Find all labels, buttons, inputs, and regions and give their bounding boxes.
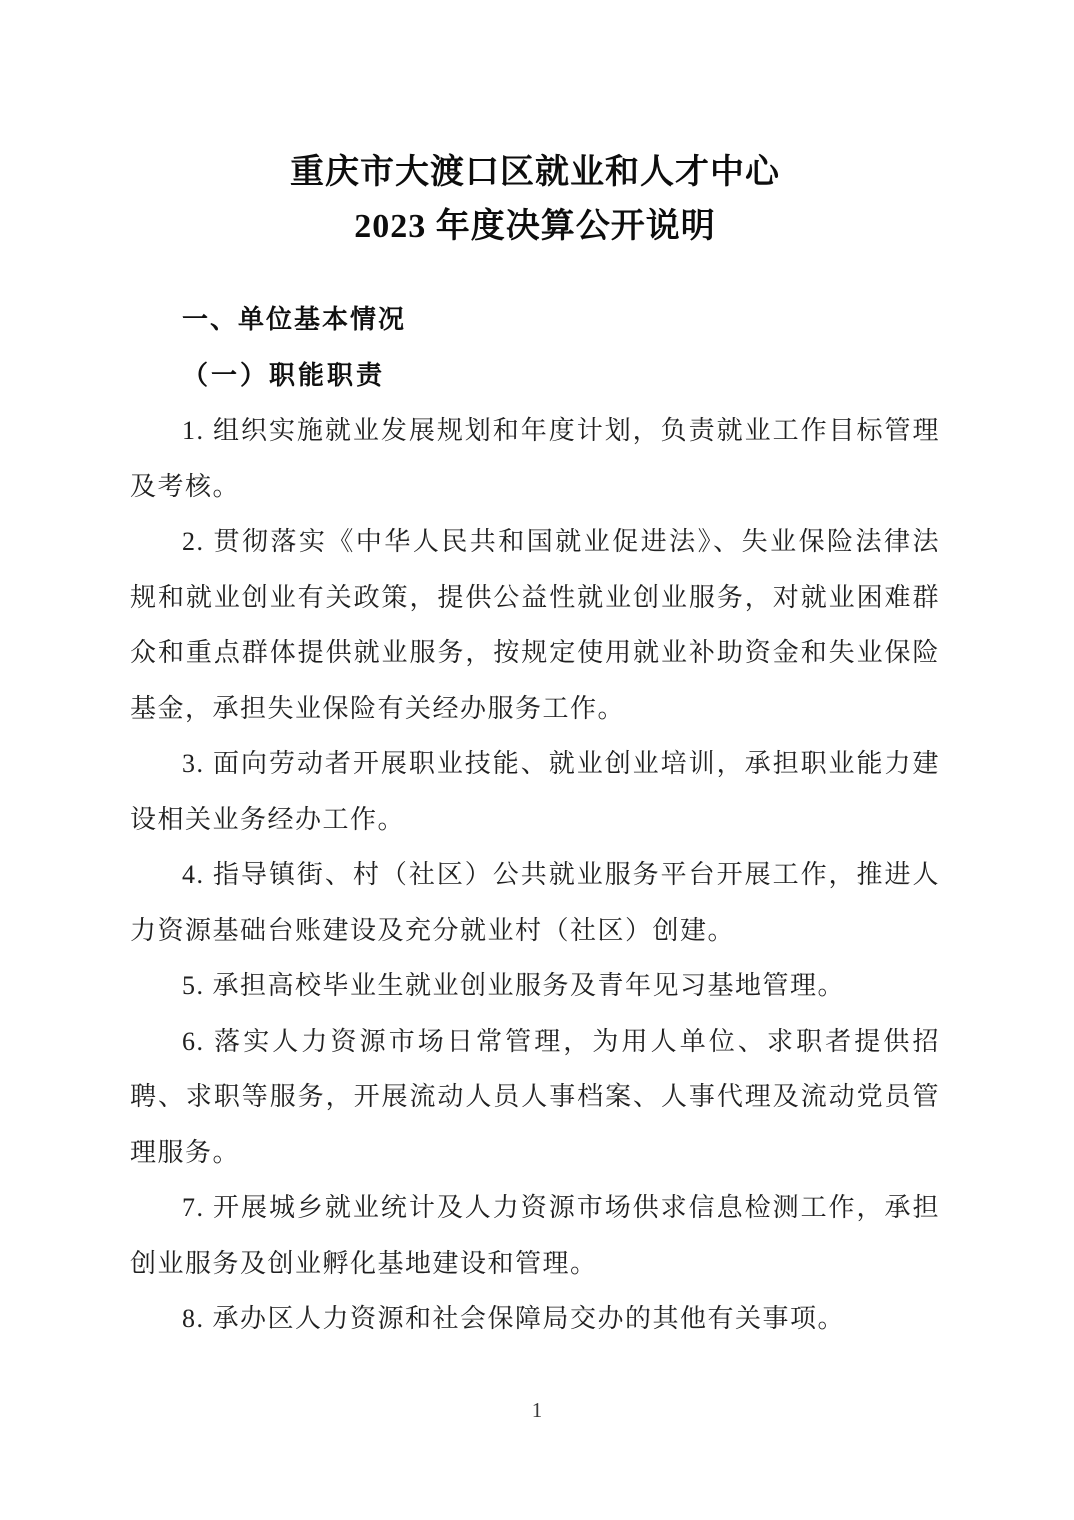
section-heading: 一、单位基本情况	[182, 304, 407, 334]
paragraph-6: 6. 落实人力资源市场日常管理，为用人单位、求职者提供招聘、求职等服务，开展流动人员人事档案、人事代理及流动党员管理服务。	[130, 1026, 940, 1167]
subsection-heading: （一）职能职责	[182, 360, 386, 390]
paragraph-5: 5. 承担高校毕业生就业创业服务及青年见习基地管理。	[182, 971, 846, 1000]
document-body	[130, 292, 940, 1347]
title-line-1: 重庆市大渡口区就业和人才中心	[290, 154, 780, 191]
title-line-2: 2023 年度决算公开说明	[354, 208, 716, 245]
paragraph-3: 3. 面向劳动者开展职业技能、就业创业培训，承担职业能力建设相关业务经办工作。	[130, 749, 940, 834]
paragraph-1: 1. 组织实施就业发展规划和年度计划，负责就业工作目标管理及考核。	[130, 416, 940, 501]
paragraph-4: 4. 指导镇街、村（社区）公共就业服务平台开展工作，推进人力资源基础台账建设及充分就业村（社区）创建。	[130, 860, 940, 945]
document-title	[130, 146, 940, 254]
paragraph-7: 7. 开展城乡就业统计及人力资源市场供求信息检测工作，承担创业服务及创业孵化基地建设和管理。	[130, 1193, 940, 1278]
paragraph-8: 8. 承办区人力资源和社会保障局交办的其他有关事项。	[182, 1304, 846, 1333]
document-content	[130, 0, 940, 1347]
paragraph-2: 2. 贯彻落实《中华人民共和国就业促进法》、失业保险法律法规和就业创业有关政策，提供公益性就业创业服务，对就业困难群众和重点群体提供就业服务，按规定使用就业补助资金和失业保险基金，承担失业保险有关经办服务工作。	[130, 527, 940, 723]
page-number: 1	[531, 1398, 543, 1422]
